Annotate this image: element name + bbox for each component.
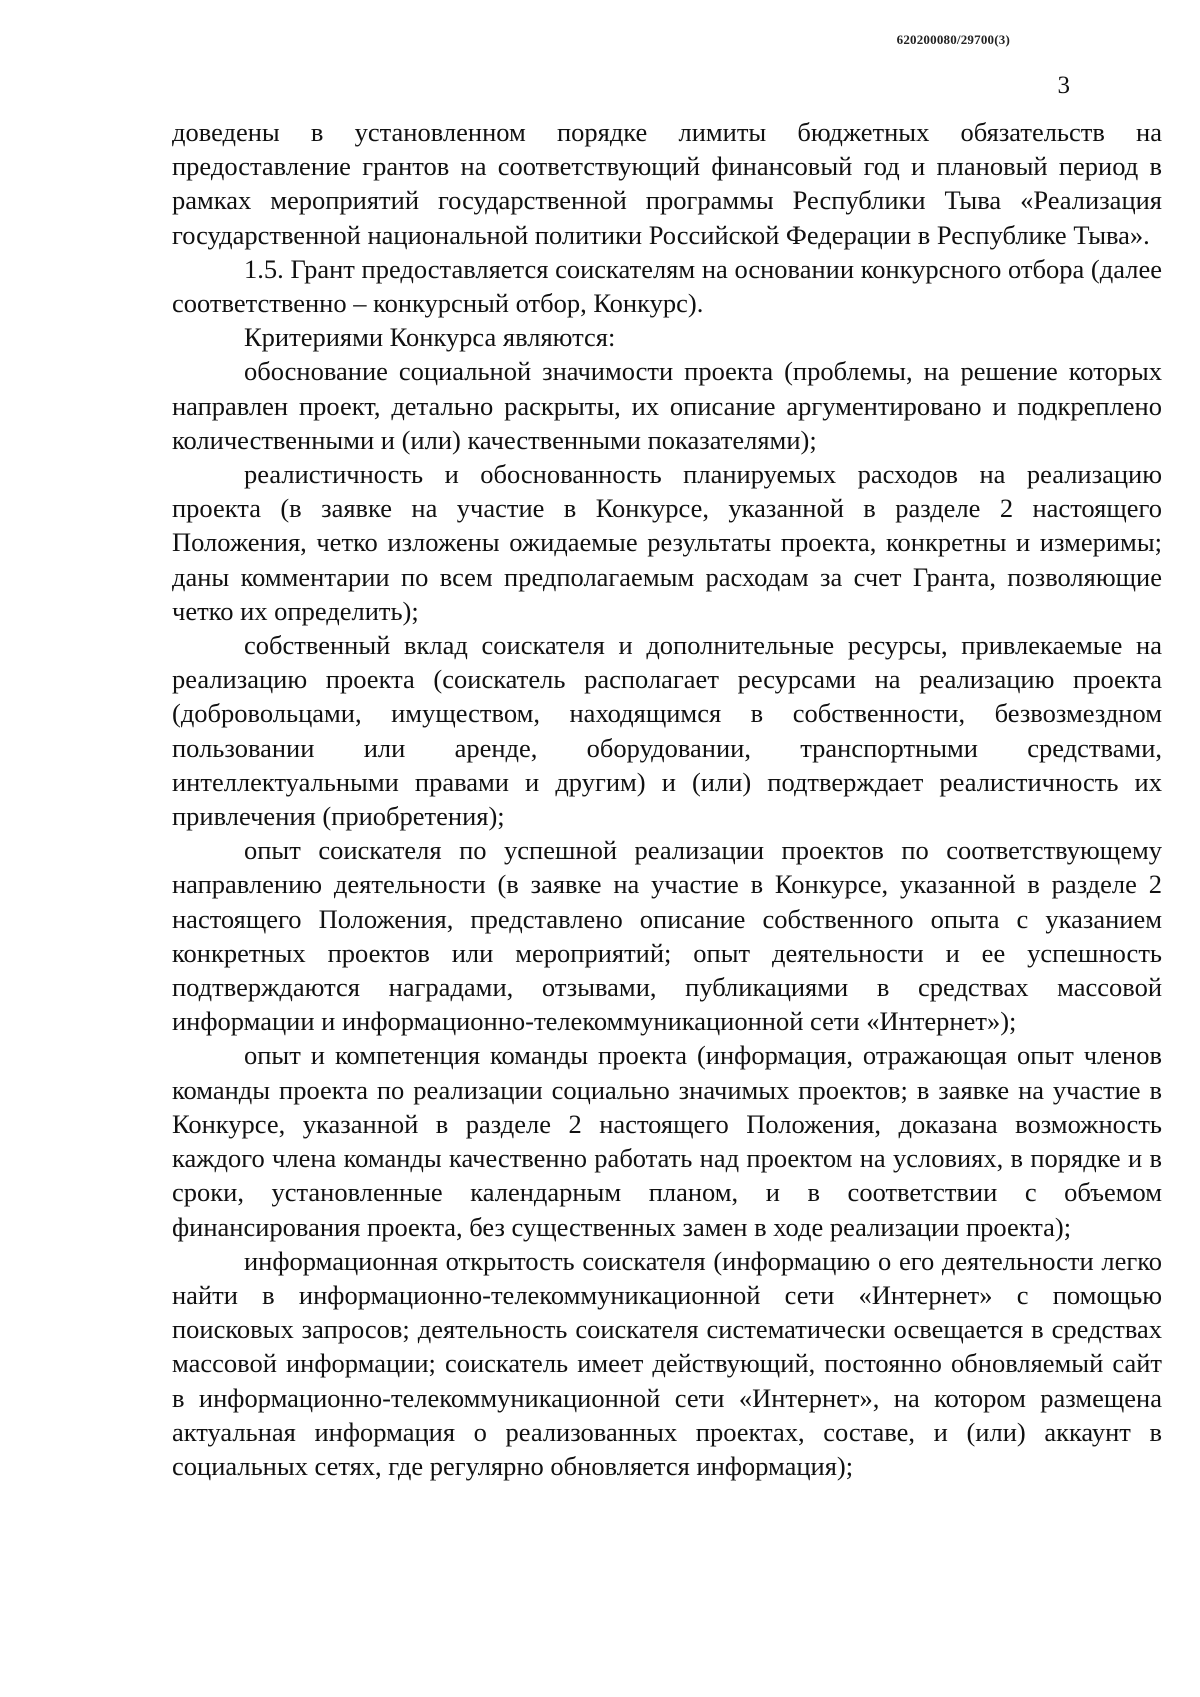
paragraph-criterion-own-contribution: собственный вклад соискателя и дополнительные ресурсы, привлекаемые на реализацию проекта (соискатель располагает ресурсами на реализацию проекта (добровольцами, имуществом, находящимся в собственности, безвозмездном пользовании или аренде, оборудовании, транспортными средствами, интеллектуальными правами и другим) и (или) подтверждает реалистичность их привлечения (приобретения); xyxy=(172,630,1162,832)
paragraph-criterion-team: опыт и компетенция команды проекта (информация, отражающая опыт членов команды проекта по реализации социально значимых проектов; в заявке на участие в Конкурсе, указанной в разделе 2 настоящего Положения, доказана возможность каждого члена команды качественно работать над проектом на условиях, в порядке и в сроки, установленные календарным планом, и в соответствии с объемом финансирования проекта, без существенных замен в ходе реализации проекта); xyxy=(172,1040,1162,1242)
paragraph-criterion-expenses: реалистичность и обоснованность планируемых расходов на реализацию проекта (в заявке на участие в Конкурсе, указанной в разделе 2 настоящего Положения, четко изложены ожидаемые результаты проекта, конкретны и измеримы; даны комментарии по всем предполагаемым расходам за счет Гранта, позволяющие четко их определить); xyxy=(172,459,1162,626)
document-body xyxy=(172,115,1162,1483)
paragraph-continuation: доведены в установленном порядке лимиты бюджетных обязательств на предоставление грантов на соответствующий финансовый год и плановый период в рамках мероприятий государственной программы Республики Тыва «Реализация государственной национальной политики Российской Федерации в Республике Тыва». xyxy=(172,117,1162,250)
paragraph-clause-1-5: 1.5. Грант предоставляется соискателям на основании конкурсного отбора (далее соответственно – конкурсный отбор, Конкурс). xyxy=(172,253,1162,319)
page-number: 3 xyxy=(1057,72,1070,99)
paragraph-criteria-heading: Критериями Конкурса являются: xyxy=(244,322,616,353)
document-id: 620200080/29700(3) xyxy=(896,32,1010,47)
paragraph-criterion-experience: опыт соискателя по успешной реализации проектов по соответствующему направлению деятельности (в заявке на участие в Конкурсе, указанной в разделе 2 настоящего Положения, представлено описание собственного опыта с указанием конкретных проектов или мероприятий; опыт деятельности и ее успешность подтверждаются наградами, отзывами, публикациями в средствах массовой информации и информационно-телекоммуникационной сети «Интернет»); xyxy=(172,835,1162,1037)
paragraph-criterion-social-significance: обоснование социальной значимости проекта (проблемы, на решение которых направлен проект, детально раскрыты, их описание аргументировано и подкреплено количественными и (или) качественными показателями); xyxy=(172,356,1162,455)
paragraph-criterion-openness: информационная открытость соискателя (информацию о его деятельности легко найти в информационно-телекоммуникационной сети «Интернет» с помощью поисковых запросов; деятельность соискателя систематически освещается в средствах массовой информации; соискатель имеет действующий, постоянно обновляемый сайт в информационно-телекоммуникационной сети «Интернет», на котором размещена актуальная информация о реализованных проектах, составе, и (или) аккаунт в социальных сетях, где регулярно обновляется информация); xyxy=(172,1245,1162,1481)
